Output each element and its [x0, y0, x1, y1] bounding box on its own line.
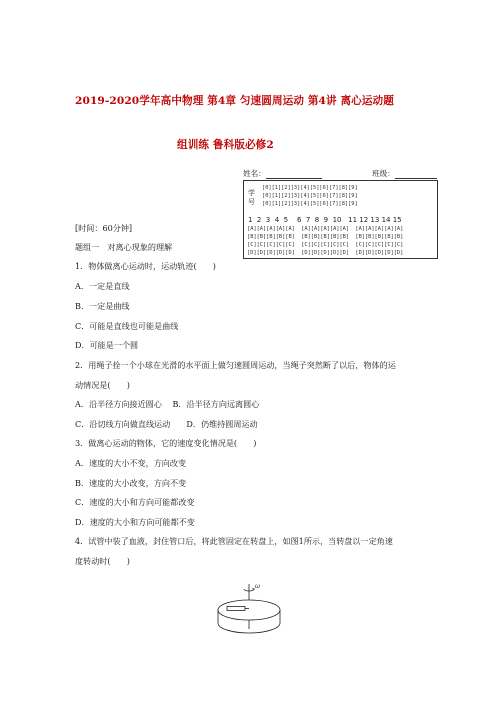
q3-option-d: D．速度的大小和方向可能都不变	[75, 517, 195, 527]
test-tube	[227, 607, 245, 611]
group-heading: 题组一 对离心现象的理解	[75, 242, 173, 252]
title-line-2: 组训练 鲁科版必修2	[177, 139, 274, 151]
class-label: 班级：	[372, 169, 395, 178]
q1-option-a: A．一定是直线	[75, 281, 130, 291]
q3-option-c: C．速度的大小和方向可能都改变	[75, 497, 195, 507]
id-row-1[interactable]: [0][1][2][3][4][5][6][7][8][9]	[262, 185, 358, 191]
q2-stem-2: 动情况是( )	[75, 380, 130, 390]
q3-option-b: B．速度的大小改变，方向不变	[75, 478, 187, 488]
q2-stem-1: 2．用绳子拴一个小球在光滑的水平面上做匀速圆周运动，当绳子突然断了以后，物体的运	[75, 360, 396, 370]
omega-label: ω	[255, 583, 260, 590]
q2-options-ab: A．沿半径方向接近圆心 B．沿半径方向远离圆心	[75, 399, 260, 409]
choice-row-a[interactable]: [A][A][A][A][A] [A][A][A][A][A] [A][A][A][A][A]	[247, 226, 404, 232]
q3-stem: 3．做离心运动的物体，它的速度变化情况是( )	[75, 438, 257, 448]
id-label-1: 学	[248, 189, 255, 197]
name-field	[243, 168, 322, 179]
q1-option-d: D．可能是一个圆	[75, 340, 139, 350]
q1-option-c: C．可能是直线也可能是曲线	[75, 321, 179, 331]
choice-row-c[interactable]: [C][C][C][C][C] [C][C][C][C][C] [C][C][C][C][C]	[247, 242, 404, 248]
q2-options-cd: C．沿切线方向做直线运动 D．仍维持圆周运动	[75, 419, 258, 429]
name-blank[interactable]	[266, 169, 322, 179]
time-limit: [时间：60分钟]	[75, 223, 133, 233]
class-field	[372, 168, 437, 179]
choice-row-b[interactable]: [B][B][B][B][B] [B][B][B][B][B] [B][B][B][B][B]	[247, 234, 404, 240]
answer-card	[243, 180, 438, 259]
q1-option-b: B．一定是曲线	[75, 301, 130, 311]
question-numbers: 1 2 3 4 5 6 7 8 9 10 11 12 13 14 15	[248, 216, 402, 224]
choice-row-d[interactable]: [D][D][D][D][D] [D][D][D][D][D] [D][D][D][D][D]	[247, 250, 404, 256]
name-label: 姓名：	[243, 169, 266, 178]
id-row-2[interactable]: [0][1][2][3][4][5][6][7][8][9]	[262, 193, 358, 199]
turntable-figure	[212, 580, 292, 650]
title-line-1: 2019-2020学年高中物理 第4章 匀速圆周运动 第4讲 离心运动题	[75, 95, 394, 107]
id-row-3[interactable]: [0][1][2][3][4][5][6][7][8][9]	[262, 201, 358, 207]
id-label-2: 号	[248, 198, 255, 206]
class-blank[interactable]	[395, 169, 437, 179]
q3-option-a: A．速度的大小不变，方向改变	[75, 458, 187, 468]
q4-stem-2: 度转动时( )	[75, 556, 130, 566]
q4-stem-1: 4．试管中装了血液，封住管口后，将此管固定在转盘上，如图1所示，当转盘以一定角速	[75, 536, 393, 546]
q1-stem: 1．物体做离心运动时，运动轨迹( )	[75, 261, 216, 271]
